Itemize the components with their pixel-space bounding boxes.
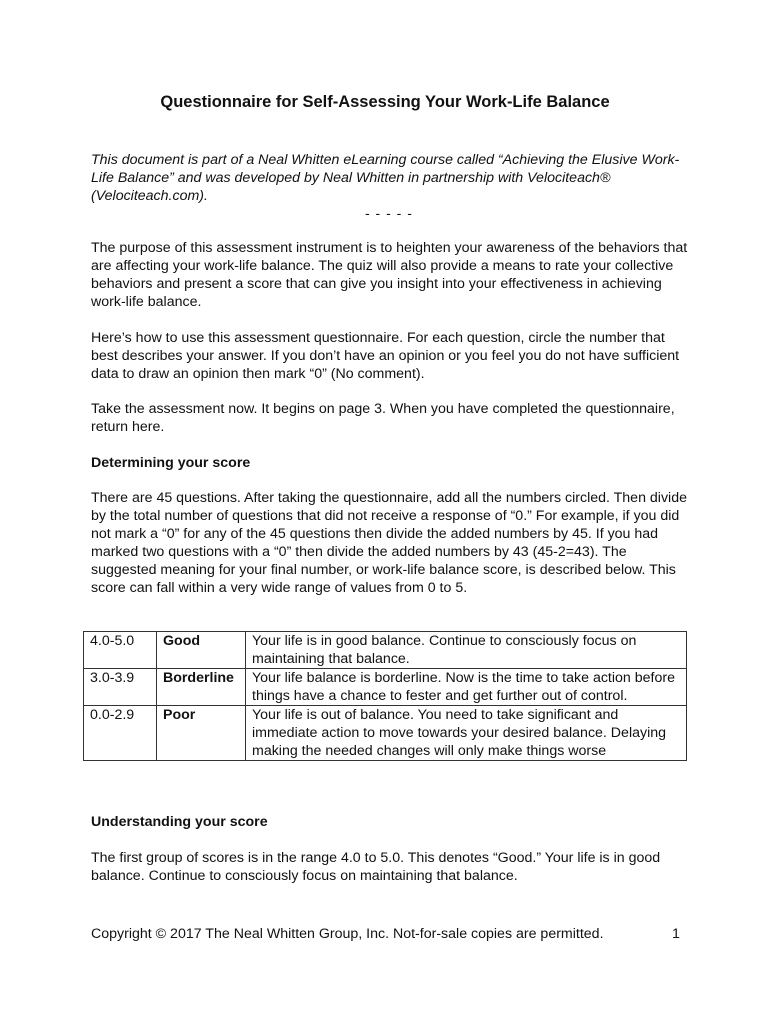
- score-label: Good: [157, 632, 246, 669]
- copyright-footer: Copyright © 2017 The Neal Whitten Group, Inc. Not-for-sale copies are permitted.: [91, 926, 604, 942]
- how-to-use-paragraph: Here’s how to use this assessment questionnaire. For each question, circle the number that best describes your answer. If you don’t have an opinion or you feel you do not have sufficient data to draw an opinion then mark “0” (No comment).: [91, 330, 680, 382]
- table-row: [84, 706, 687, 761]
- score-description: Your life balance is borderline. Now is the time to take action before things have a chance to fester and get further out of control.: [246, 669, 687, 706]
- take-assessment-paragraph: Take the assessment now. It begins on page 3. When you have completed the questionnaire, return here.: [91, 401, 675, 435]
- determining-score-paragraph: There are 45 questions. After taking the questionnaire, add all the numbers circled. Then divide by the total number of questions that did not receive a response of “0.” For example, if you did not mark a “0” for any of the 45 questions then divide the added numbers by 45. If you had marked two questions with a “0” then divide the added numbers by 43 (45-2=43). The suggested meaning for your final number, or work-life balance score, is described below. This score can fall within a very wide range of values from 0 to 5.: [91, 490, 687, 596]
- understanding-score-paragraph: The first group of scores is in the range 4.0 to 5.0. This denotes “Good.” Your life is in good balance. Continue to consciously focus on maintaining that balance.: [91, 850, 661, 884]
- score-description: Your life is in good balance. Continue to consciously focus on maintaining that balance.: [246, 632, 687, 669]
- score-range: 4.0-5.0: [84, 632, 157, 669]
- intro-paragraph: This document is part of a Neal Whitten eLearning course called “Achieving the Elusive Work-Life Balance” and was developed by Neal Whitten in partnership with Velociteach® (Velociteach.com).: [91, 152, 680, 204]
- score-table: [83, 631, 687, 761]
- score-label: Poor: [157, 706, 246, 761]
- page-number: 1: [672, 926, 680, 942]
- determining-score-heading: Determining your score: [91, 455, 251, 471]
- purpose-paragraph: The purpose of this assessment instrument is to heighten your awareness of the behaviors that are affecting your work-life balance. The quiz will also provide a means to rate your collective behaviors and present a score that can give you insight into your effectiveness in achieving work-life balance.: [91, 240, 688, 310]
- table-row: [84, 632, 687, 669]
- table-row: [84, 669, 687, 706]
- score-description: Your life is out of balance. You need to take significant and immediate action to move towards your desired balance. Delaying making the needed changes will only make things worse: [246, 706, 687, 761]
- document-title: Questionnaire for Self-Assessing Your Work-Life Balance: [160, 93, 610, 111]
- score-range: 0.0-2.9: [84, 706, 157, 761]
- score-label: Borderline: [157, 669, 246, 706]
- score-range: 3.0-3.9: [84, 669, 157, 706]
- understanding-score-heading: Understanding your score: [91, 814, 268, 830]
- section-separator: - - - - -: [365, 205, 413, 221]
